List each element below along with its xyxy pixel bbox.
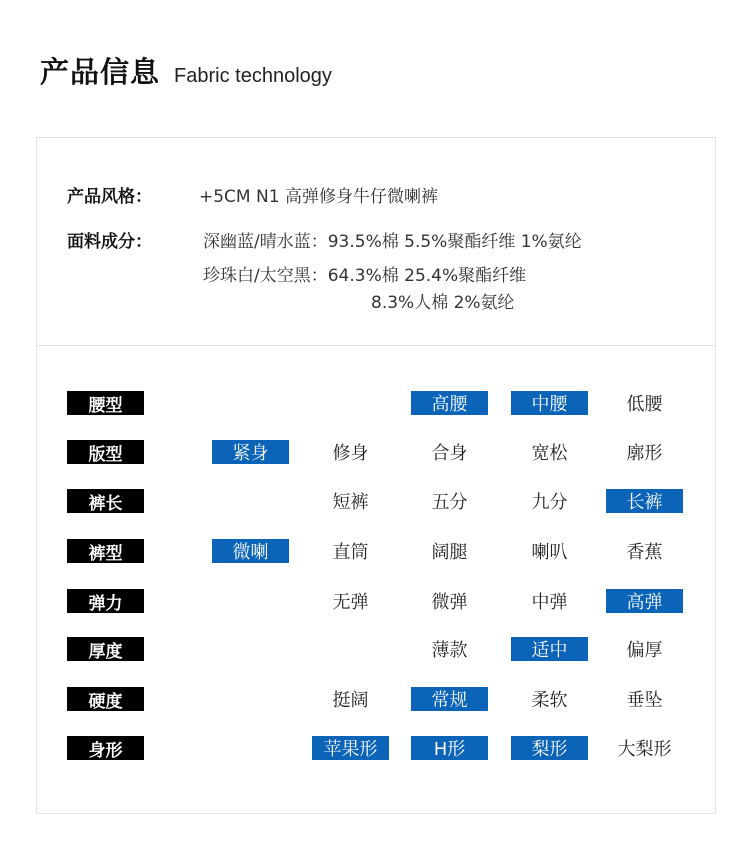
attribute-option[interactable]: 低腰 xyxy=(626,394,663,415)
attribute-option[interactable]: 香蕉 xyxy=(626,542,663,563)
attribute-label: 硬度 xyxy=(67,687,144,711)
attribute-option[interactable]: 阔腿 xyxy=(431,542,468,563)
title-zh: 产品信息 xyxy=(40,55,161,89)
attribute-option[interactable]: 无弹 xyxy=(332,592,369,613)
attribute-label: 裤型 xyxy=(67,539,144,563)
fabric-line-2: 珍珠白/太空黑：64.3%棉 25.4%聚酯纤维 xyxy=(203,266,527,286)
attribute-option[interactable]: 大梨形 xyxy=(617,739,672,760)
attribute-label: 弹力 xyxy=(67,589,144,613)
attribute-option[interactable]: 喇叭 xyxy=(531,542,568,563)
section-divider xyxy=(37,345,715,346)
attribute-option-selected[interactable]: 适中 xyxy=(511,637,588,661)
attribute-option-selected[interactable]: 苹果形 xyxy=(312,736,389,760)
attribute-option-selected[interactable]: 常规 xyxy=(411,687,488,711)
page-title xyxy=(40,50,332,90)
style-label: 产品风格： xyxy=(67,187,152,207)
fabric-line-1: 深幽蓝/晴水蓝：93.5%棉 5.5%聚酯纤维 1%氨纶 xyxy=(203,232,582,252)
fabric-line-3: 8.3%人棉 2%氨纶 xyxy=(371,293,515,313)
attribute-option-selected[interactable]: 高腰 xyxy=(411,391,488,415)
attribute-option[interactable]: 九分 xyxy=(531,492,568,513)
attribute-label: 身形 xyxy=(67,736,144,760)
title-en: Fabric technology xyxy=(174,65,332,87)
attribute-option-selected[interactable]: H形 xyxy=(411,736,488,760)
attribute-option[interactable]: 短裤 xyxy=(332,492,369,513)
attribute-option[interactable]: 廓形 xyxy=(626,443,663,464)
attribute-option[interactable]: 修身 xyxy=(332,443,369,464)
attribute-option[interactable]: 偏厚 xyxy=(626,640,663,661)
attribute-option[interactable]: 垂坠 xyxy=(626,690,663,711)
attribute-option[interactable]: 宽松 xyxy=(531,443,568,464)
attribute-label: 版型 xyxy=(67,440,144,464)
attribute-option-selected[interactable]: 中腰 xyxy=(511,391,588,415)
attribute-option[interactable]: 微弹 xyxy=(431,592,468,613)
attribute-option[interactable]: 中弹 xyxy=(531,592,568,613)
attribute-option-selected[interactable]: 长裤 xyxy=(606,489,683,513)
product-info-card xyxy=(36,137,716,814)
attribute-option[interactable]: 薄款 xyxy=(431,640,468,661)
attribute-option[interactable]: 合身 xyxy=(431,443,468,464)
attribute-option[interactable]: 挺阔 xyxy=(332,690,369,711)
fabric-label: 面料成分： xyxy=(67,232,152,252)
style-value: +5CM N1 高弹修身牛仔微喇裤 xyxy=(199,187,438,207)
attribute-option-selected[interactable]: 高弹 xyxy=(606,589,683,613)
attribute-option-selected[interactable]: 微喇 xyxy=(212,539,289,563)
attribute-label: 厚度 xyxy=(67,637,144,661)
attribute-label: 腰型 xyxy=(67,391,144,415)
attribute-option-selected[interactable]: 梨形 xyxy=(511,736,588,760)
attribute-option-selected[interactable]: 紧身 xyxy=(212,440,289,464)
attribute-option[interactable]: 直筒 xyxy=(332,542,369,563)
attribute-option[interactable]: 五分 xyxy=(431,492,468,513)
attribute-label: 裤长 xyxy=(67,489,144,513)
attribute-option[interactable]: 柔软 xyxy=(531,690,568,711)
